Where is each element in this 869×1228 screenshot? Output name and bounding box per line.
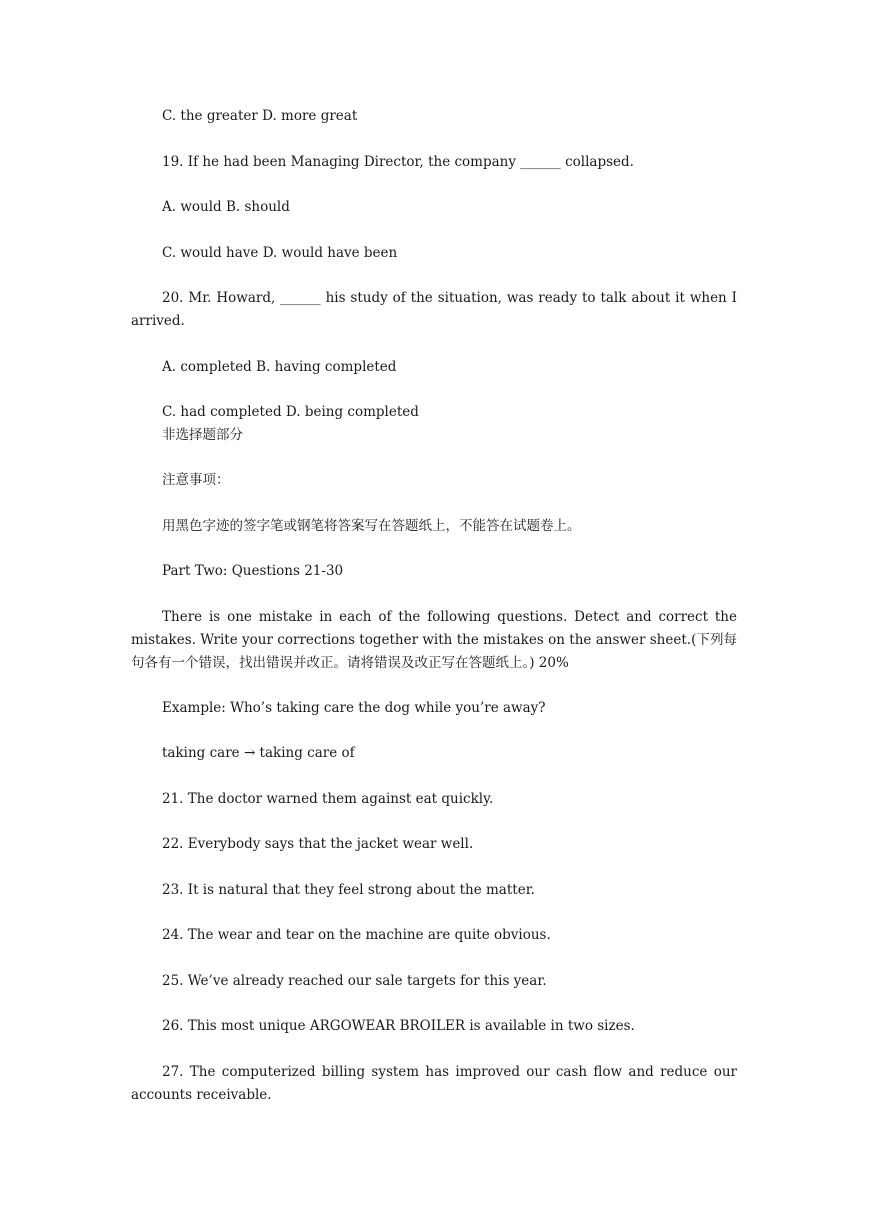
question-24: 24. The wear and tear on the machine are quite obvious. xyxy=(162,927,551,943)
question-23: 23. It is natural that they feel strong about the matter. xyxy=(162,882,535,898)
question-22: 22. Everybody says that the jacket wear well. xyxy=(162,836,474,852)
notice-heading: 注意事项： xyxy=(162,472,230,488)
option-line-18-cd: C. the greater D. more great xyxy=(162,108,358,124)
part-heading: Part Two: Questions 21-30 xyxy=(162,563,344,579)
option-line-20-ab: A. completed B. having completed xyxy=(162,359,397,375)
example-sentence: Example: Who’s taking care the dog while you’re away? xyxy=(162,700,546,716)
option-line-19-ab: A. would B. should xyxy=(162,199,290,215)
question-21: 21. The doctor warned them against eat quickly. xyxy=(162,791,494,807)
question-26: 26. This most unique ARGOWEAR BROILER is available in two sizes. xyxy=(162,1018,635,1034)
notice-text: 用黑色字迹的签字笔或钢笔将答案写在答题纸上，不能答在试题卷上。 xyxy=(162,518,581,534)
question-27: 27. The computerized billing system has improved our cash flow and reduce our accounts receivable. xyxy=(131,1064,737,1103)
option-line-19-cd: C. would have D. would have been xyxy=(162,245,398,261)
option-line-20-cd: C. had completed D. being completed xyxy=(162,404,419,420)
question-25: 25. We’ve already reached our sale targets for this year. xyxy=(162,973,547,989)
example-correction: taking care → taking care of xyxy=(162,745,355,761)
question-19: 19. If he had been Managing Director, the company ______ collapsed. xyxy=(162,154,634,170)
part-instructions: There is one mistake in each of the following questions. Detect and correct the mistakes. Write your corrections together with the mistakes on the answer sheet.(下列每句各有一个错误，找出错误并改正。请将错误及改正写在答题纸上。) 20% xyxy=(131,609,737,671)
question-20: 20. Mr. Howard, ______ his study of the situation, was ready to talk about it when I arrived. xyxy=(131,290,737,329)
section-title: 非选择题部分 xyxy=(162,427,243,443)
